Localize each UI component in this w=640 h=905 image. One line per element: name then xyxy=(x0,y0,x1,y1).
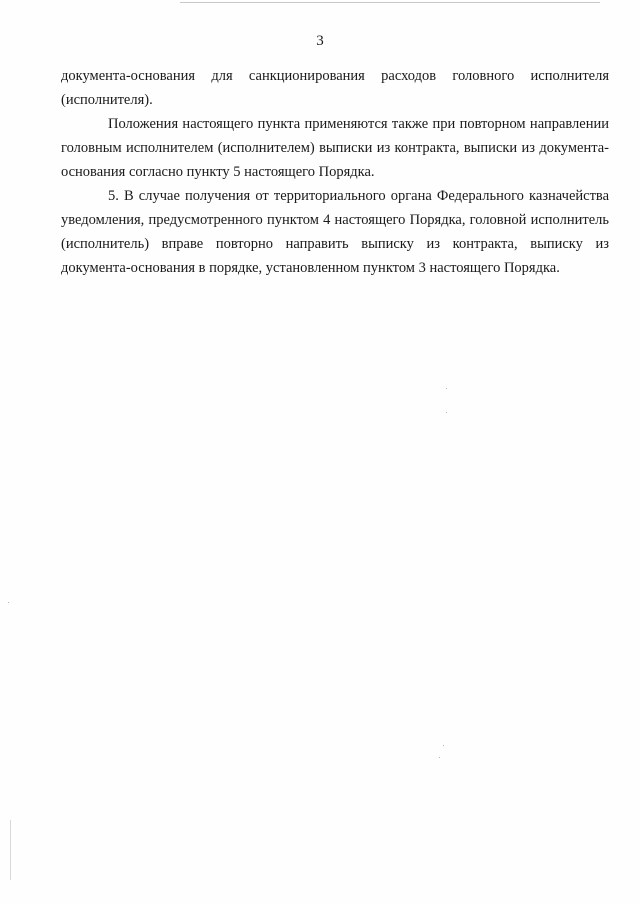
scan-speck xyxy=(446,388,447,389)
scan-speck xyxy=(443,745,444,746)
scan-edge-line xyxy=(180,2,600,3)
document-body xyxy=(61,64,609,280)
scan-speck xyxy=(446,412,447,413)
scan-speck xyxy=(8,602,9,603)
scan-speck xyxy=(439,757,440,758)
paragraph-item-5: 5. В случае получения от территориального органа Федерального казначейства уведомления, предусмотренного пунктом 4 настоящего Порядка, головной исполнитель (исполнитель) вправе повторно направить выписку из контракта, выписку из документа-основания в порядке, установленном пунктом 3 настоящего Порядка. xyxy=(61,188,609,276)
paragraph-provisions: Положения настоящего пункта применяются также при повторном направлении головным исполнителем (исполнителем) выписки из контракта, выписки из документа-основания согласно пункту 5 настоящего Порядка. xyxy=(61,116,609,180)
scan-left-edge xyxy=(10,820,11,880)
paragraph-continuation: документа-основания для санкционирования расходов головного исполнителя (исполнителя). xyxy=(61,68,609,108)
page-number: 3 xyxy=(316,33,324,49)
